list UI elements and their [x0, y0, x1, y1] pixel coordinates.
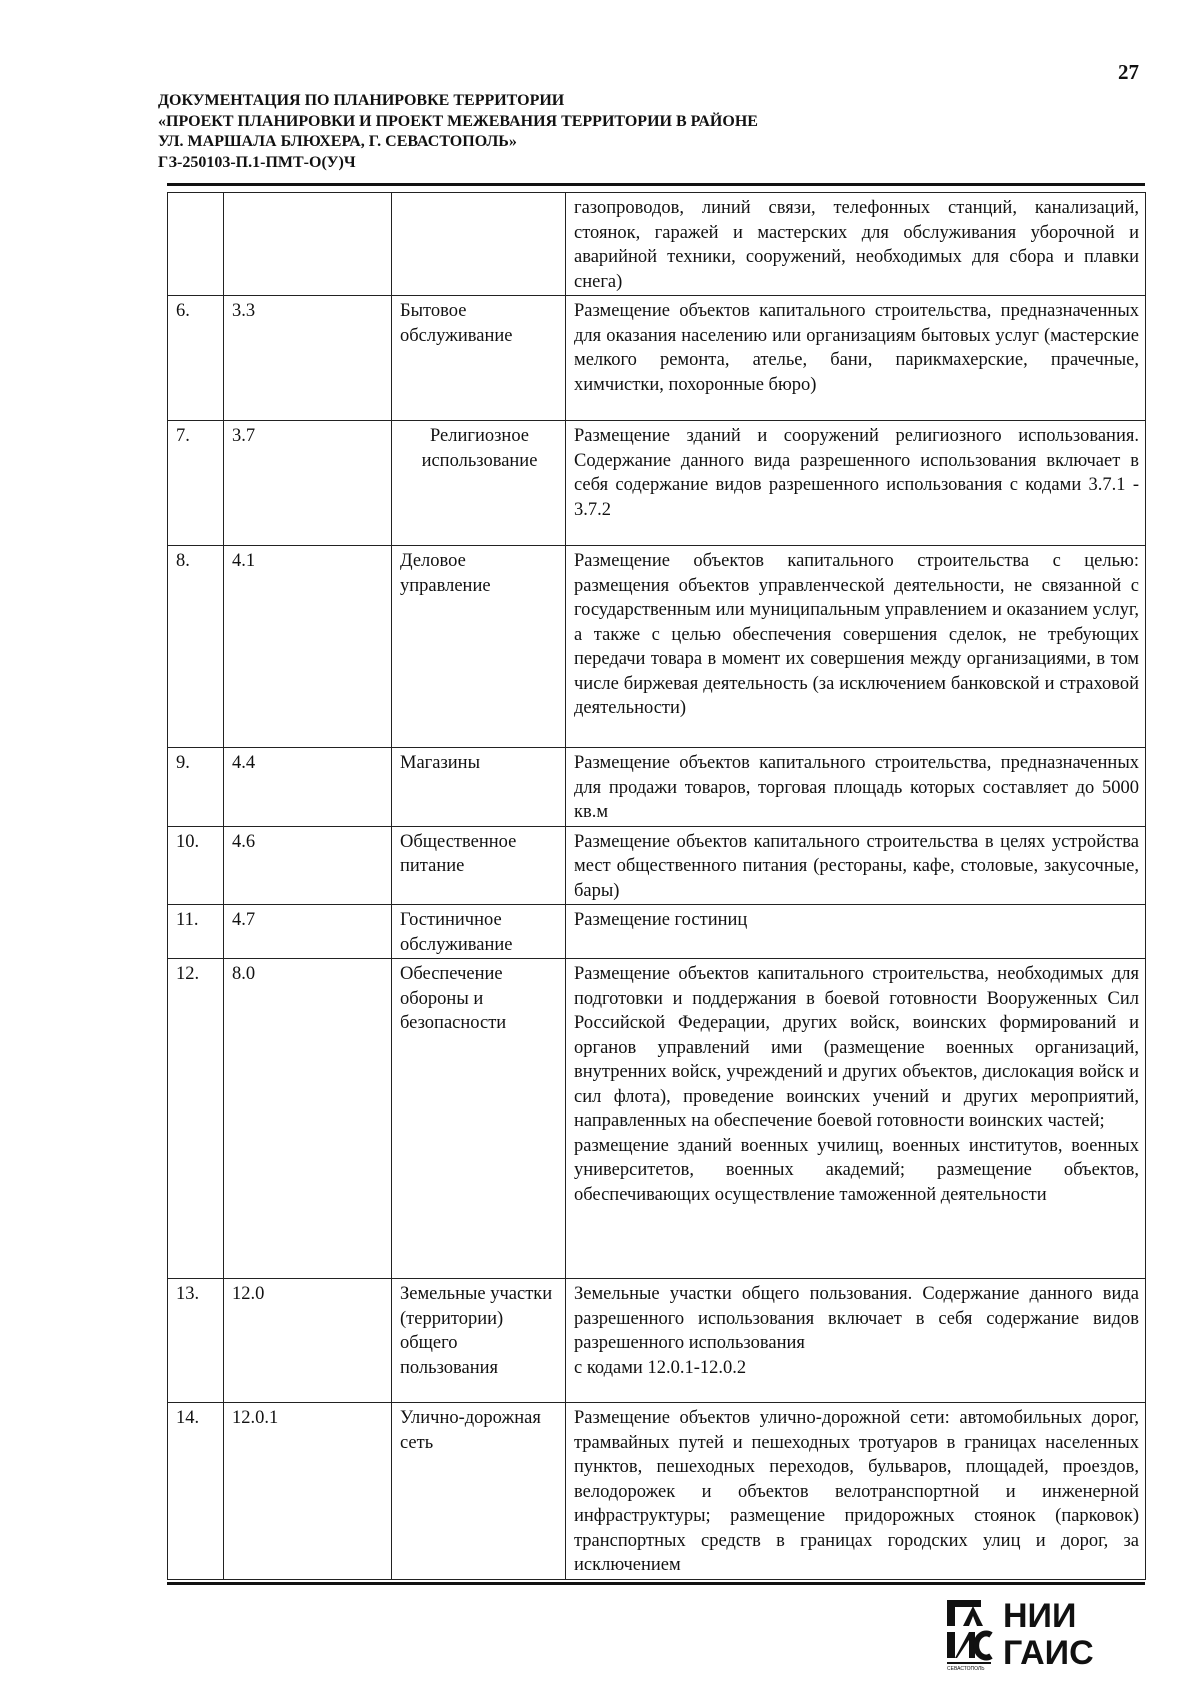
row-code: 12.0: [224, 1279, 392, 1403]
row-number: 13.: [168, 1279, 224, 1403]
footer-divider: [167, 1582, 1145, 1585]
header-line-2: «ПРОЕКТ ПЛАНИРОВКИ И ПРОЕКТ МЕЖЕВАНИЯ ТЕРРИТОРИИ В РАЙОНЕ: [158, 112, 758, 130]
table-row: [168, 826, 1146, 905]
row-description: Размещение объектов капитального строительства, необходимых для подготовки и поддержания в боевой готовности Вооруженных Сил Российской Федерации, других войск, воинских формирований и органов управлений ими (размещение военных организаций, внутренних войск, учреждений и других объектов, дислокация войск и сил флота), проведение воинских учений и других мероприятий, направленных на обеспечение боевой готовности воинских частей; размещение зданий военных училищ, военных институтов, военных университетов, военных академий; размещение объектов, обеспечивающих осуществление таможенной деятельности: [566, 959, 1146, 1279]
land-use-table: [167, 192, 1146, 1580]
row-use-name: Магазины: [392, 748, 566, 827]
nii-gais-logo: [945, 1596, 1125, 1671]
row-description: Размещение зданий и сооружений религиозного использования. Содержание данного вида разрешенного использования включает в себя содержание видов разрешенного использования с кодами 3.7.1 - 3.7.2: [566, 421, 1146, 546]
row-number: 9.: [168, 748, 224, 827]
header-line-1: ДОКУМЕНТАЦИЯ ПО ПЛАНИРОВКЕ ТЕРРИТОРИИ: [158, 92, 565, 109]
row-number: 14.: [168, 1403, 224, 1580]
header-divider: [167, 183, 1145, 186]
row-code: 4.7: [224, 905, 392, 959]
row-use-name: Религиозное использование: [392, 421, 566, 546]
row-use-name: Гостиничное обслуживание: [392, 905, 566, 959]
row-code: 4.4: [224, 748, 392, 827]
row-description: Размещение объектов капитального строительства в целях устройства мест общественного питания (рестораны, кафе, столовые, закусочные, бары): [566, 826, 1146, 905]
table-row: [168, 748, 1146, 827]
table-row: [168, 959, 1146, 1279]
row-description: Размещение объектов капитального строительства, предназначенных для оказания населению или организациям бытовых услуг (мастерские мелкого ремонта, ателье, бани, парикмахерские, прачечные, химчистки, похоронные бюро): [566, 296, 1146, 421]
row-use-name: Земельные участки (территории) общего пользования: [392, 1279, 566, 1403]
table-row: [168, 193, 1146, 296]
row-code: 3.7: [224, 421, 392, 546]
table-row: [168, 421, 1146, 546]
gais-mark-icon: [947, 1600, 991, 1664]
header-line-4: ГЗ-250103-П.1-ПМТ-О(У)Ч: [158, 153, 356, 171]
table-row: [168, 296, 1146, 421]
row-use-name: Общественное питание: [392, 826, 566, 905]
row-description: Размещение объектов капитального строительства с целью: размещения объектов управленческой деятельности, не связанной с государственным или муниципальным управлением и оказанием услуг, а также с целью обеспечения совершения сделок, не требующих передачи товара в момент их совершения между организациями, в том числе биржевая деятельность (за исключением банковской и страховой деятельности): [566, 546, 1146, 748]
row-use-name: Деловое управление: [392, 546, 566, 748]
row-code: [224, 193, 392, 296]
row-description: газопроводов, линий связи, телефонных станций, канализаций, стоянок, гаражей и мастерских для обслуживания уборочной и аварийной техники, сооружений, необходимых для сбора и плавки снега): [566, 193, 1146, 296]
row-use-name: Улично-дорожная сеть: [392, 1403, 566, 1580]
row-description: Размещение объектов улично-дорожной сети: автомобильных дорог, трамвайных путей и пешеходных тротуаров в границах населенных пунктов, пешеходных переходов, бульваров, площадей, проездов, велодорожек и объектов велотранспортной и инженерной инфраструктуры; размещение придорожных стоянок (парковок) транспортных средств в границах городских улиц и дорог, за исключением: [566, 1403, 1146, 1580]
row-code: 12.0.1: [224, 1403, 392, 1580]
page-number: 27: [1118, 60, 1139, 84]
row-use-name: [392, 193, 566, 296]
row-code: 8.0: [224, 959, 392, 1279]
header-line-3: УЛ. МАРШАЛА БЛЮХЕРА, Г. СЕВАСТОПОЛЬ»: [158, 133, 517, 150]
row-description: Земельные участки общего пользования. Содержание данного вида разрешенного использования включает в себя содержание видов разрешенного использования с кодами 12.0.1-12.0.2: [566, 1279, 1146, 1403]
logo-mark-caption: СЕВАСТОПОЛЬ: [947, 1666, 985, 1671]
row-use-name: Бытовое обслуживание: [392, 296, 566, 421]
row-number: 11.: [168, 905, 224, 959]
logo-nii-text: НИИ: [1003, 1597, 1077, 1635]
row-use-name: Обеспечение обороны и безопасности: [392, 959, 566, 1279]
document-header: [158, 91, 1008, 173]
row-description: Размещение гостиниц: [566, 905, 1146, 959]
row-number: 7.: [168, 421, 224, 546]
table-row: [168, 905, 1146, 959]
row-code: 3.3: [224, 296, 392, 421]
row-number: 10.: [168, 826, 224, 905]
row-number: [168, 193, 224, 296]
row-code: 4.1: [224, 546, 392, 748]
row-number: 8.: [168, 546, 224, 748]
row-description: Размещение объектов капитального строительства, предназначенных для продажи товаров, торговая площадь которых составляет до 5000 кв.м: [566, 748, 1146, 827]
row-code: 4.6: [224, 826, 392, 905]
row-number: 6.: [168, 296, 224, 421]
logo-gais-text: ГАИС: [1003, 1634, 1094, 1671]
table-row: [168, 1403, 1146, 1580]
table-row: [168, 1279, 1146, 1403]
row-number: 12.: [168, 959, 224, 1279]
table-row: [168, 546, 1146, 748]
